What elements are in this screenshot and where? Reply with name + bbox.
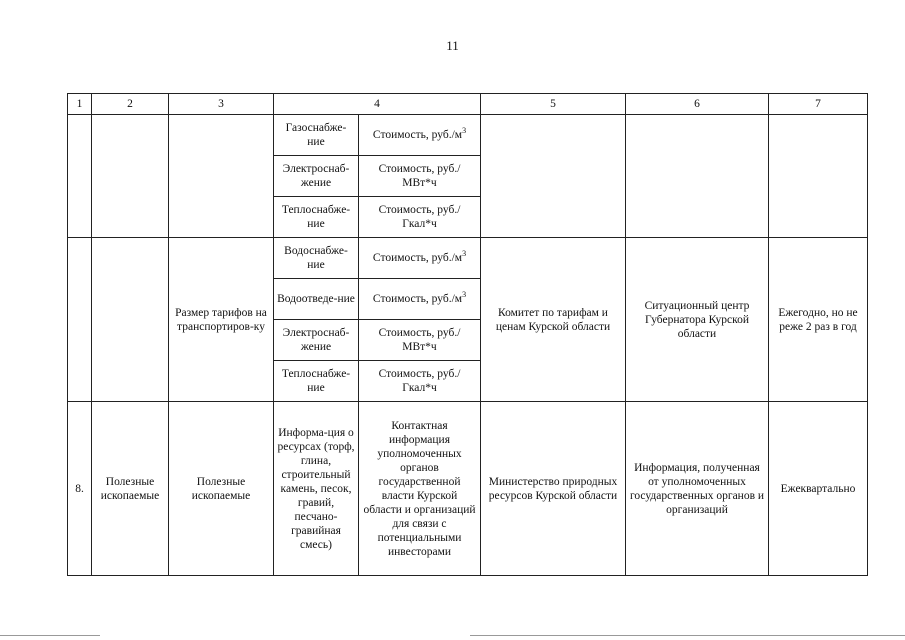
category-cell: Полезные ископаемые [92, 402, 169, 576]
table-row [68, 115, 868, 156]
unit-text: Стоимость, руб./Гкал*ч [378, 368, 461, 394]
table-row [68, 238, 868, 279]
subcategory-cell: Полезные ископаемые [169, 402, 274, 576]
g1-col5-cell [481, 115, 626, 238]
unit-text: Стоимость, руб./м [372, 129, 463, 141]
scan-edge-left [0, 635, 100, 636]
g1-col1-cell [68, 115, 92, 238]
header-cell-6: 6 [626, 94, 769, 115]
service-cell: Электроснаб-жение [274, 156, 359, 197]
situation-center-cell: Ситуационный центр Губернатора Курской области [626, 238, 769, 402]
unit-cell [359, 320, 481, 361]
service-cell: Газоснабже-ние [274, 115, 359, 156]
unit-text: Стоимость, руб./Гкал*ч [378, 204, 461, 230]
unit-cell [359, 279, 481, 320]
contact-info-cell: Контактная информация уполномоченных органов государственной власти Курской области и организаций для связи с потенциальными инвесторами [359, 402, 481, 576]
tariff-size-cell: Размер тарифов на транспортиров-ку [169, 238, 274, 402]
unit-cell [359, 197, 481, 238]
service-cell: Водоснабже-ние [274, 238, 359, 279]
unit-text: Стоимость, руб./МВт*ч [378, 163, 461, 189]
unit-text: Стоимость, руб./м [372, 252, 463, 264]
header-cell-3: 3 [169, 94, 274, 115]
header-cell-7: 7 [769, 94, 868, 115]
unit-cell [359, 238, 481, 279]
unit-text: Стоимость, руб./МВт*ч [378, 327, 461, 353]
header-cell-5: 5 [481, 94, 626, 115]
frequency-cell: Ежегодно, но не реже 2 раз в год [769, 238, 868, 402]
header-row [68, 94, 868, 115]
committee-cell: Комитет по тарифам и ценам Курской области [481, 238, 626, 402]
g1-col3-cell [169, 115, 274, 238]
g1-col6-cell [626, 115, 769, 238]
service-cell: Теплоснабже-ние [274, 361, 359, 402]
service-cell: Электроснаб-жение [274, 320, 359, 361]
header-cell-2: 2 [92, 94, 169, 115]
header-cell-1: 1 [68, 94, 92, 115]
scan-edge-right [470, 635, 905, 636]
unit-text: Стоимость, руб./м [372, 293, 463, 305]
row-number-cell: 8. [68, 402, 92, 576]
g2-col2-cell [92, 238, 169, 402]
resource-info-cell: Информа-ция о ресурсах (торф, глина, строительный камень, песок, гравий, песчано-гравийная смесь) [274, 402, 359, 576]
g1-col2-cell [92, 115, 169, 238]
unit-superscript: 3 [462, 290, 467, 300]
unit-superscript: 3 [462, 249, 467, 259]
quarterly-cell: Ежеквартально [769, 402, 868, 576]
ministry-cell: Министерство природных ресурсов Курской области [481, 402, 626, 576]
page-number: 11 [446, 38, 459, 53]
unit-cell [359, 156, 481, 197]
unit-superscript: 3 [462, 126, 467, 136]
info-source-cell: Информация, полученная от уполномоченных государственных органов и организаций [626, 402, 769, 576]
header-cell-4: 4 [274, 94, 481, 115]
unit-cell [359, 361, 481, 402]
g1-col7-cell [769, 115, 868, 238]
g2-col1-cell [68, 238, 92, 402]
document-table [67, 93, 868, 576]
table-row [68, 402, 868, 576]
service-cell: Водоотведе-ние [274, 279, 359, 320]
unit-cell [359, 115, 481, 156]
service-cell: Теплоснабже-ние [274, 197, 359, 238]
